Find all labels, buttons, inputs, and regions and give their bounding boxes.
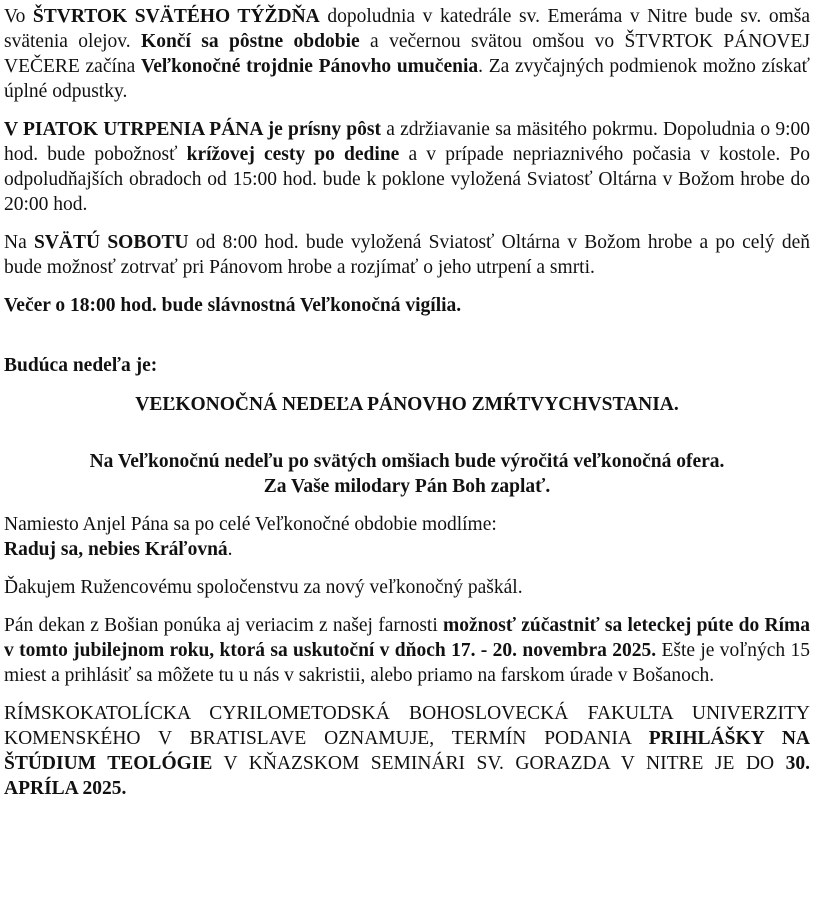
- bold-text: krížovej cesty po dedine: [186, 144, 400, 165]
- paragraph-holy-thursday: [4, 4, 810, 104]
- bold-text: Raduj sa, nebies Kráľovná: [4, 539, 228, 560]
- text: a zdržiavanie sa mäsitého pokrmu. Dopoludnia o 9:00 hod. bude pobožnosť: [4, 119, 810, 165]
- bold-text: Za Vaše milodary Pán Boh zaplať.: [263, 476, 551, 497]
- text: Namiesto Anjel Pána sa po celé Veľkonočné obdobie modlíme:: [4, 514, 497, 535]
- spacer: [4, 417, 810, 449]
- bold-text: V PIATOK UTRPENIA PÁNA je prísny pôst: [4, 119, 381, 140]
- bold-text: Končí sa pôstne obdobie: [141, 31, 360, 52]
- bold-text: ŠTVRTOK SVÄTÉHO TÝŽDŇA: [32, 6, 320, 27]
- paragraph-regina-caeli: [4, 512, 810, 562]
- bold-text: Budúca nedeľa je:: [4, 355, 158, 376]
- prayer-line: [4, 537, 810, 562]
- bold-text: Veľkonočné trojdnie Pánovho umučenia: [140, 56, 479, 77]
- text: od 8:00 hod. bude vyložená Sviatosť Oltárna v Božom hrobe a po celý deň bude možnosť zotrvať pri Pánovom hrobe a rozjímať o jeho utrpení a smrti.: [4, 232, 811, 278]
- bold-text: 30. APRÍLA 2025.: [4, 753, 810, 799]
- bold-text: možnosť zúčastniť sa leteckej púte do Ríma v tomto jubilejnom roku, ktorá sa uskutoční v dňoch 17. - 20. novembra 2025.: [4, 615, 810, 661]
- text: Ešte je voľných 15 miest a prihlásiť sa môžete tu u nás v sakristii, alebo priamo na farskom úrade v Bošanoch.: [4, 640, 810, 686]
- paragraph-offering: [4, 449, 810, 499]
- paragraph-good-friday: [4, 117, 810, 217]
- text: Na: [4, 232, 34, 253]
- text: Pán dekan z Bošian ponúka aj veriacim z našej farnosti: [4, 615, 444, 636]
- paragraph-pilgrimage: [4, 613, 810, 688]
- paragraph-faculty-notice: [4, 701, 810, 801]
- bold-text: Večer o 18:00 hod. bude slávnostná Veľkonočná vigília.: [4, 295, 462, 316]
- bold-text: Na Veľkonočnú nedeľu po svätých omšiach bude výročitá veľkonočná ofera.: [89, 451, 725, 472]
- next-sunday-title: [4, 392, 810, 417]
- text: Vo: [4, 6, 33, 27]
- text: .: [227, 539, 233, 560]
- text: a v prípade nepriaznivého počasia v kostole. Po odpoludňajších obradoch od 15:00 hod. bude k poklone vyložená Sviatosť Oltárna v Božom hrobe do 20:00 hod.: [4, 144, 810, 215]
- paragraph-thanks: [4, 575, 810, 600]
- paragraph-vigil: [4, 293, 810, 318]
- bold-text: VEĽKONOČNÁ NEDEĽA PÁNOVHO ZMŔTVYCHVSTANIA.: [135, 394, 679, 415]
- text: . Za zvyčajných podmienok možno získať úplné odpustky.: [4, 56, 810, 102]
- spacer: [4, 331, 810, 353]
- text: V KŇAZSKOM SEMINÁRI SV. GORAZDA V NITRE JE DO: [212, 753, 786, 774]
- next-sunday-label: [4, 353, 810, 378]
- bold-text: PRIHLÁŠKY NA ŠTÚDIUM TEOLÓGIE: [4, 728, 811, 774]
- text: Ďakujem Ružencovému spoločenstvu za nový veľkonočný paškál.: [4, 577, 523, 598]
- paragraph-holy-saturday: [4, 230, 810, 280]
- text: dopoludnia v katedrále sv. Emeráma v Nitre bude sv. omša svätenia olejov.: [4, 6, 810, 52]
- text: a večernou svätou omšou vo ŠTVRTOK PÁNOVEJ VEČERE začína: [4, 31, 811, 77]
- text: RÍMSKOKATOLÍCKA CYRILOMETODSKÁ BOHOSLOVECKÁ FAKULTA UNIVERZITY KOMENSKÉHO V BRATISLAVE OZNAMUJE, TERMÍN PODANIA: [4, 703, 810, 749]
- bold-text: SVÄTÚ SOBOTU: [33, 232, 189, 253]
